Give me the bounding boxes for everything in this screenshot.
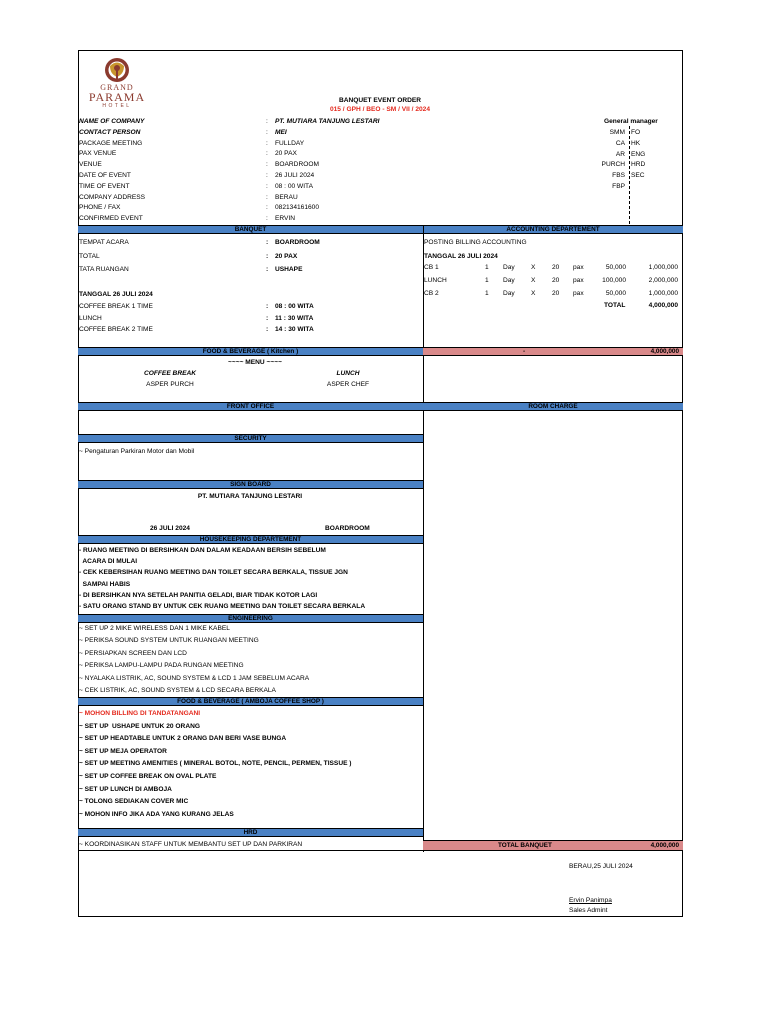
header-value: MEI bbox=[275, 128, 287, 136]
menu-coffee-break-value: ASPER PURCH bbox=[146, 381, 194, 388]
accounting-item-x: X bbox=[531, 277, 536, 284]
banquet-row-label: TOTAL bbox=[79, 253, 100, 260]
logo-emblem-icon bbox=[80, 56, 154, 84]
housekeeping-line: - CEK KEBERSIHAN RUANG MEETING DAN TOILET SECARA BERKALA, TISSUE JGN bbox=[79, 569, 348, 577]
banquet-row-value: BOARDROOM bbox=[275, 239, 320, 246]
header-label: PHONE / FAX bbox=[79, 204, 121, 212]
fnb-kitchen-section-header: FOOD & BEVERAGE ( Kitchen ) bbox=[78, 347, 423, 356]
accounting-item-price: 50,000 bbox=[605, 264, 626, 271]
security-note: ~ Pengaturan Parkiran Motor dan Mobil bbox=[79, 448, 195, 455]
accounting-pink-total-bar bbox=[423, 347, 683, 356]
sign-board-company: PT. MUTIARA TANJUNG LESTARI bbox=[197, 493, 303, 500]
accounting-item-pax-unit: pax bbox=[573, 290, 584, 297]
header-colon: : bbox=[266, 172, 268, 179]
housekeeping-line: - SATU ORANG STAND BY UNTUK CEK RUANG MEETING DAN TOILET SECARA BERKALA bbox=[79, 603, 366, 610]
approval-left-item: PURCH bbox=[601, 161, 625, 169]
header-value: BERAU bbox=[275, 193, 298, 201]
header-value: BOARDROOM bbox=[275, 161, 319, 169]
header-colon: : bbox=[266, 182, 268, 190]
banquet-time-label: LUNCH bbox=[79, 314, 102, 322]
banquet-row-label: TATA RUANGAN bbox=[79, 266, 129, 273]
approval-right-item: HRD bbox=[631, 161, 646, 169]
engineering-line: ~ PERSIAPKAN SCREEN DAN LCD bbox=[79, 649, 187, 657]
accounting-item-name: CB 2 bbox=[424, 290, 439, 297]
header-colon: : bbox=[266, 161, 268, 169]
banquet-date-heading: TANGGAL 26 JULI 2024 bbox=[79, 291, 153, 298]
accounting-item-unit: Day bbox=[503, 290, 515, 297]
accounting-item-pax: 20 bbox=[552, 264, 560, 271]
banquet-row-colon: : bbox=[266, 266, 269, 273]
header-value: 20 PAX bbox=[275, 150, 297, 158]
header-label: TIME OF EVENT bbox=[79, 182, 130, 190]
total-banquet-label: TOTAL BANQUET bbox=[498, 842, 552, 849]
header-value: FULLDAY bbox=[275, 139, 305, 147]
total-banquet-value: 4,000,000 bbox=[650, 842, 679, 849]
header-label: PACKAGE MEETING bbox=[79, 139, 143, 147]
accounting-item-x: X bbox=[531, 290, 536, 297]
header-colon: : bbox=[266, 128, 268, 136]
header-colon: : bbox=[266, 150, 268, 158]
approval-left-item: SMM bbox=[609, 129, 625, 136]
sign-board-date: 26 JULI 2024 bbox=[150, 525, 190, 532]
approval-left-item: AR bbox=[615, 150, 625, 158]
header-colon: : bbox=[266, 193, 268, 201]
approval-left-item: FBP bbox=[612, 183, 625, 190]
accounting-item-qty: 1 bbox=[485, 290, 489, 297]
header-value: 26 JULI 2024 bbox=[275, 172, 315, 179]
header-colon: : bbox=[266, 118, 268, 125]
accounting-item-x: X bbox=[531, 264, 536, 271]
header-label: CONTACT PERSON bbox=[79, 128, 141, 136]
fnb-coffee-shop-line: ~ TOLONG SEDIAKAN COVER MIC bbox=[79, 798, 189, 806]
approval-right-item: FO bbox=[631, 129, 641, 136]
fnb-coffee-shop-line: ~ SET UP HEADTABLE UNTUK 2 ORANG DAN BERI VASE BUNGA bbox=[79, 735, 287, 743]
banquet-time-label: COFFEE BREAK 1 TIME bbox=[79, 303, 153, 310]
header-label: NAME OF COMPANY bbox=[79, 118, 145, 125]
menu-title: ~~~~ MENU ~~~~ bbox=[228, 359, 282, 366]
accounting-item-pax: 20 bbox=[552, 277, 560, 284]
banquet-time-label: COFFEE BREAK 2 TIME bbox=[79, 326, 153, 333]
housekeeping-line: - RUANG MEETING DI BERSIHKAN DAN DALAM KEADAAN BERSIH SEBELUM bbox=[79, 547, 326, 554]
housekeeping-line: - DI BERSIHKAN NYA SETELAH PANITIA GELADI, BIAR TIDAK KOTOR LAGI bbox=[79, 591, 318, 599]
total-banquet-bar bbox=[423, 840, 683, 851]
engineering-line: ~ PERIKSA LAMPU-LAMPU PADA RUNGAN MEETING bbox=[79, 662, 244, 670]
accounting-item-qty: 1 bbox=[485, 277, 489, 284]
banquet-row-colon: : bbox=[266, 253, 269, 260]
header-value: 08 : 00 WITA bbox=[275, 182, 313, 190]
engineering-line: ~ NYALAKA LISTRIK, AC, SOUND SYSTEM & LCD 1 JAM SEBELUM ACARA bbox=[79, 674, 310, 682]
accounting-item-total: 1,000,000 bbox=[648, 290, 678, 297]
header-colon: : bbox=[266, 139, 268, 147]
header-label: COMPANY ADDRESS bbox=[79, 193, 146, 201]
header-value: PT. MUTIARA TANJUNG LESTARI bbox=[275, 118, 380, 125]
header-label: PAX VENUE bbox=[79, 150, 117, 158]
hrd-note: ~ KOORDINASIKAN STAFF UNTUK MEMBANTU SET UP DAN PARKIRAN bbox=[79, 841, 303, 848]
accounting-item-total: 2,000,000 bbox=[648, 277, 678, 284]
document-title: BANQUET EVENT ORDER bbox=[338, 97, 422, 104]
security-section-header: SECURITY bbox=[78, 434, 423, 443]
approval-left-item: FBS bbox=[612, 172, 625, 180]
fnb-coffee-shop-line: ~ SET UP MEJA OPERATOR bbox=[79, 747, 167, 755]
accounting-item-pax-unit: pax bbox=[573, 264, 584, 271]
accounting-item-name: LUNCH bbox=[424, 277, 447, 284]
engineering-line: ~ SET UP 2 MIKE WIRELESS DAN 1 MIKE KABEL bbox=[79, 625, 230, 632]
fnb-coffee-shop-section-header: FOOD & BEVERAGE ( AMBOJA COFFEE SHOP ) bbox=[78, 697, 423, 706]
fnb-coffee-shop-line: ~ MOHON INFO JIKA ADA YANG KURANG JELAS bbox=[79, 810, 234, 818]
front-office-section-header: FRONT OFFICE bbox=[78, 402, 423, 411]
pink-bar-dash: - bbox=[523, 348, 526, 355]
banquet-row-value: 20 PAX bbox=[275, 253, 298, 260]
logo-brand-top: GRAND bbox=[100, 83, 134, 92]
accounting-item-qty: 1 bbox=[485, 264, 489, 271]
banquet-time-colon: : bbox=[266, 303, 269, 310]
menu-lunch-value: ASPER CHEF bbox=[326, 381, 370, 388]
accounting-total-value: 4,000,000 bbox=[648, 302, 678, 309]
housekeeping-section-header: HOUSEKEEPING DEPARTEMENT bbox=[78, 535, 423, 544]
accounting-item-name: CB 1 bbox=[424, 264, 439, 271]
accounting-total-label: TOTAL bbox=[604, 302, 626, 309]
banquet-time-colon: : bbox=[266, 314, 269, 322]
banquet-time-value: 08 : 00 WITA bbox=[275, 303, 314, 310]
engineering-line: ~ PERIKSA SOUND SYSTEM UNTUK RUANGAN MEETING bbox=[79, 637, 259, 645]
accounting-item-total: 1,000,000 bbox=[648, 264, 678, 271]
header-label: VENUE bbox=[79, 161, 102, 169]
menu-lunch-title: LUNCH bbox=[336, 370, 360, 377]
fnb-coffee-shop-line: ~ MOHON BILLING DI TANDATANGANI bbox=[79, 710, 201, 717]
hotel-logo bbox=[80, 56, 154, 114]
header-colon: : bbox=[266, 204, 268, 212]
fnb-coffee-shop-line: ~ SET UP USHAPE UNTUK 20 ORANG bbox=[79, 722, 200, 730]
approval-right-item: ENG bbox=[631, 150, 646, 158]
banquet-time-value: 14 : 30 WITA bbox=[275, 326, 314, 333]
engineering-section-header: ENGINEERING bbox=[78, 614, 423, 623]
banquet-row-value: USHAPE bbox=[275, 266, 303, 273]
signature-title: Sales Admint bbox=[569, 907, 608, 914]
header-label: CONFIRMED EVENT bbox=[79, 215, 143, 223]
hrd-section-header: HRD bbox=[78, 828, 423, 837]
fnb-coffee-shop-line: ~ SET UP COFFEE BREAK ON OVAL PLATE bbox=[79, 773, 217, 780]
banquet-row-label: TEMPAT ACARA bbox=[79, 239, 129, 246]
header-value: 082134161600 bbox=[275, 204, 320, 212]
accounting-section-header: ACCOUNTING DEPARTEMENT bbox=[423, 225, 683, 234]
accounting-date-heading: TANGGAL 26 JULI 2024 bbox=[424, 253, 498, 260]
accounting-item-price: 100,000 bbox=[602, 277, 626, 284]
engineering-line: ~ CEK LISTRIK, AC, SOUND SYSTEM & LCD SECARA BERKALA bbox=[79, 687, 276, 694]
menu-coffee-break-title: COFFEE BREAK bbox=[143, 370, 197, 377]
logo-brand-main: PARAMA bbox=[88, 90, 146, 104]
accounting-posting-label: POSTING BILLING ACCOUNTING bbox=[424, 239, 527, 246]
center-divider bbox=[423, 225, 424, 852]
banquet-time-colon: : bbox=[266, 326, 269, 333]
pink-bar-total: 4,000,000 bbox=[650, 348, 679, 355]
fnb-coffee-shop-line: ~ SET UP LUNCH DI AMBOJA bbox=[79, 785, 172, 793]
approval-general-manager: General manager bbox=[604, 118, 658, 125]
signature-place-date: BERAU,25 JULI 2024 bbox=[569, 863, 633, 870]
header-value: ERVIN bbox=[275, 215, 296, 223]
logo-brand-sub: HOTEL bbox=[102, 103, 132, 109]
approval-right-item: SEC bbox=[631, 172, 645, 180]
accounting-item-pax: 20 bbox=[552, 290, 560, 297]
bottom-section-line bbox=[78, 850, 423, 851]
fnb-coffee-shop-line: ~ SET UP MEETING AMENITIES ( MINERAL BOTOL, NOTE, PENCIL, PERMEN, TISSUE ) bbox=[79, 760, 352, 768]
header-label: DATE OF EVENT bbox=[79, 172, 131, 179]
banquet-section-header: BANQUET bbox=[78, 225, 423, 234]
approval-right-item: HK bbox=[631, 139, 641, 147]
banquet-row-colon: : bbox=[266, 239, 269, 246]
housekeeping-line: SAMPAI HABIS bbox=[79, 580, 131, 588]
housekeeping-line: ACARA DI MULAI bbox=[79, 558, 138, 566]
document-number: 015 / GPH / BEO - SM / VII / 2024 bbox=[329, 106, 431, 113]
header-colon: : bbox=[266, 215, 268, 223]
approval-left-item: CA bbox=[615, 139, 625, 147]
banquet-time-value: 11 : 30 WITA bbox=[275, 314, 314, 322]
accounting-item-unit: Day bbox=[503, 277, 515, 284]
room-charge-section-header: ROOM CHARGE bbox=[423, 402, 683, 411]
accounting-item-pax-unit: pax bbox=[573, 277, 584, 284]
sign-board-venue: BOARDROOM bbox=[325, 525, 370, 532]
accounting-item-price: 50,000 bbox=[605, 290, 626, 297]
signature-name: Ervin Panimpa bbox=[569, 897, 612, 904]
sign-board-section-header: SIGN BOARD bbox=[78, 480, 423, 489]
accounting-item-unit: Day bbox=[503, 264, 515, 271]
